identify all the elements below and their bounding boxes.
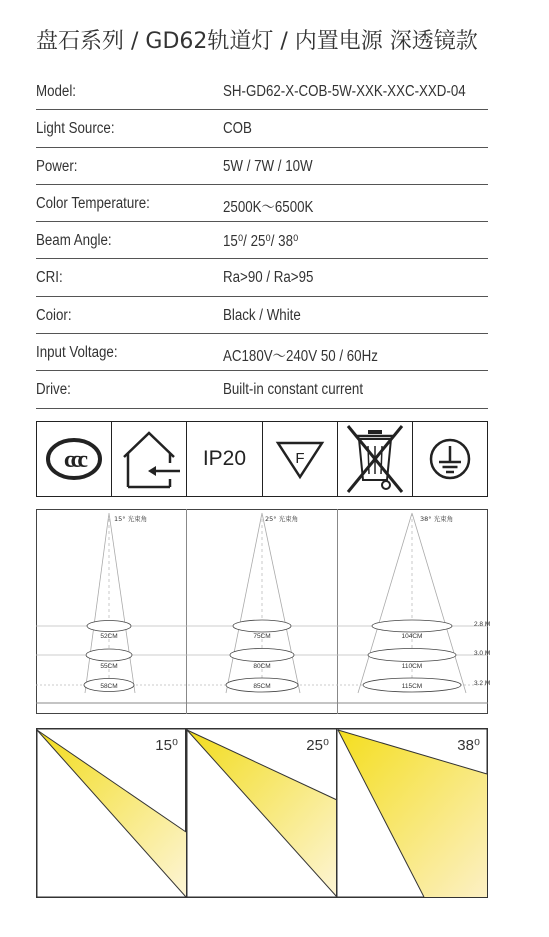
spec-row-input-voltage xyxy=(36,334,488,371)
ccc-mark-icon xyxy=(37,422,112,496)
beam-diameter-label: 58CM xyxy=(100,683,118,690)
spec-value: SH-GD62-X-COB-5W-XXK-XXC-XXD-04 xyxy=(223,83,466,100)
beam-diameter-label: 80CM xyxy=(253,663,271,670)
spec-table xyxy=(36,73,488,409)
ip-rating-text: IP20 xyxy=(202,447,247,470)
spec-label: Coior: xyxy=(36,306,72,324)
beam-diameter-label: 55CM xyxy=(100,663,118,670)
svg-text:ccc: ccc xyxy=(64,447,85,473)
page-title: 盘石系列 / GD62轨道灯 / 内置电源 深透镜款 xyxy=(36,29,478,54)
beam-angle-value: 25⁰ xyxy=(306,737,329,754)
beam-panel-15 xyxy=(37,729,186,898)
spec-row-power xyxy=(36,148,488,185)
spec-row-color xyxy=(36,297,488,334)
f-mark-icon xyxy=(263,422,338,496)
beam-angle-panels xyxy=(36,728,488,898)
spec-label: Light Source: xyxy=(36,120,115,138)
spec-row-beam-angle xyxy=(36,222,488,259)
spec-label: Color Temperature: xyxy=(36,194,150,212)
beam-angle-value: 38⁰ xyxy=(457,737,480,754)
spec-label: Beam Angle: xyxy=(36,232,112,250)
spec-row-model xyxy=(36,73,488,110)
spec-label: Input Voltage: xyxy=(36,344,118,362)
weee-crossed-bin-icon xyxy=(338,422,413,496)
beam-angle-label: 15° 光束角 xyxy=(114,515,148,523)
beam-column-25 xyxy=(226,513,300,693)
spec-value: AC180V～240V 50 / 60Hz xyxy=(223,348,378,366)
spec-value: 5W / 7W / 10W xyxy=(223,157,313,175)
beam-panel-25 xyxy=(187,729,337,898)
beam-diameter-label: 52CM xyxy=(100,633,118,640)
spec-label: CRI: xyxy=(36,269,63,287)
spec-label: Power: xyxy=(36,157,78,175)
beam-column-15 xyxy=(84,513,147,693)
spec-value: Ra>90 / Ra>95 xyxy=(223,269,314,287)
indoor-use-icon xyxy=(112,422,187,496)
distance-label: 3.2 M xyxy=(474,680,491,687)
beam-column-38 xyxy=(358,513,466,693)
beam-angle-label: 38° 光束角 xyxy=(420,515,454,523)
spec-row-cri xyxy=(36,259,488,296)
beam-angle-value: 15⁰ xyxy=(155,737,178,754)
spec-row-light-source xyxy=(36,110,488,147)
spec-value: 15⁰/ 25⁰/ 38⁰ xyxy=(223,233,299,251)
beam-diameter-label: 104CM xyxy=(401,633,423,640)
beam-panel-38 xyxy=(337,729,488,898)
beam-diameter-label: 75CM xyxy=(253,633,271,640)
beam-diameter-label: 110CM xyxy=(401,663,423,670)
spec-label: Model: xyxy=(36,83,77,100)
spec-value: Black / White xyxy=(223,306,301,324)
protective-earth-icon xyxy=(413,422,487,496)
spec-row-drive xyxy=(36,371,488,408)
spec-row-color-temperature xyxy=(36,185,488,222)
beam-spread-diagram xyxy=(36,509,491,714)
spec-label: Drive: xyxy=(36,381,71,399)
beam-angle-label: 25° 光束角 xyxy=(265,515,299,523)
spec-value: 2500K～6500K xyxy=(223,198,314,216)
f-mark-text: F xyxy=(295,450,305,467)
beam-diameter-label: 85CM xyxy=(253,683,271,690)
distance-label: 3.0 M xyxy=(474,650,491,657)
certification-icons xyxy=(36,421,488,497)
beam-diameter-label: 115CM xyxy=(401,683,423,690)
spec-value: COB xyxy=(223,120,252,138)
distance-label: 2.8 M xyxy=(474,621,491,628)
ip-rating-icon xyxy=(187,422,262,496)
spec-value: Built-in constant current xyxy=(223,381,364,399)
